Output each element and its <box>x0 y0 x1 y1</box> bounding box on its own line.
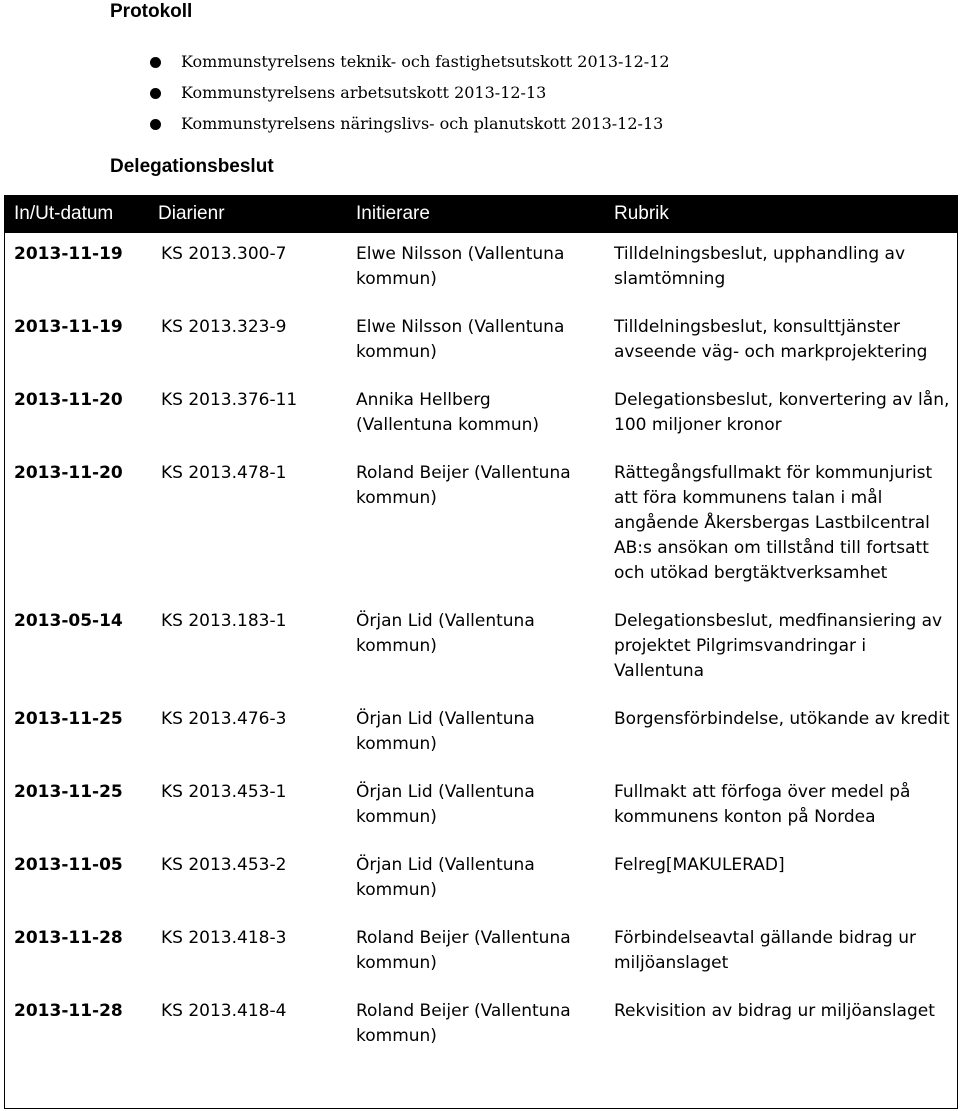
cell-date: 2013-11-20 <box>14 390 123 410</box>
column-header-date: In/Ut-datum <box>14 203 114 224</box>
cell-date: 2013-11-19 <box>14 244 123 264</box>
bullet-icon <box>150 88 161 99</box>
table-row <box>5 600 957 698</box>
cell-subject: Felreg[MAKULERAD] <box>614 855 785 875</box>
cell-date: 2013-11-25 <box>14 709 123 729</box>
table-row <box>5 698 957 771</box>
cell-dnr: KS 2013.453-1 <box>161 782 287 802</box>
delegation-table <box>4 195 958 1109</box>
cell-dnr: KS 2013.376-11 <box>161 390 298 410</box>
cell-date: 2013-11-28 <box>14 1001 123 1021</box>
cell-dnr: KS 2013.453-2 <box>161 855 287 875</box>
cell-date: 2013-11-05 <box>14 855 123 875</box>
protocol-list <box>150 50 670 143</box>
cell-initiator: Elwe Nilsson (Vallentuna kommun) <box>356 317 565 362</box>
cell-initiator: Roland Beijer (Vallentuna kommun) <box>356 463 571 508</box>
protocol-label: Kommunstyrelsens näringslivs- och planutskott 2013-12-13 <box>181 114 664 133</box>
cell-date: 2013-11-25 <box>14 782 123 802</box>
list-item <box>150 81 670 112</box>
cell-subject: Fullmakt att förfoga över medel på kommunens konton på Nordea <box>614 782 911 827</box>
protocol-label: Kommunstyrelsens teknik- och fastighetsutskott 2013-12-12 <box>181 52 670 71</box>
cell-initiator: Annika Hellberg (Vallentuna kommun) <box>356 390 540 435</box>
cell-dnr: KS 2013.300-7 <box>161 244 287 264</box>
protocol-label: Kommunstyrelsens arbetsutskott 2013-12-13 <box>181 83 547 102</box>
bullet-icon <box>150 119 161 130</box>
column-header-subject: Rubrik <box>614 203 669 224</box>
bullet-icon <box>150 57 161 68</box>
page-title: Protokoll <box>110 1 193 22</box>
table-row <box>5 233 957 306</box>
cell-dnr: KS 2013.476-3 <box>161 709 287 729</box>
cell-dnr: KS 2013.478-1 <box>161 463 287 483</box>
column-header-dnr: Diarienr <box>158 203 225 224</box>
cell-date: 2013-11-20 <box>14 463 123 483</box>
table-header <box>5 195 957 233</box>
cell-subject: Tilldelningsbeslut, konsulttjänster avseende väg- och markprojektering <box>614 317 928 362</box>
cell-date: 2013-05-14 <box>14 611 123 631</box>
cell-initiator: Elwe Nilsson (Vallentuna kommun) <box>356 244 565 289</box>
table-row <box>5 306 957 379</box>
cell-subject: Tilldelningsbeslut, upphandling av slamtömning <box>614 244 906 289</box>
cell-initiator: Roland Beijer (Vallentuna kommun) <box>356 1001 571 1046</box>
cell-dnr: KS 2013.418-4 <box>161 1001 287 1021</box>
cell-dnr: KS 2013.418-3 <box>161 928 287 948</box>
cell-date: 2013-11-19 <box>14 317 123 337</box>
cell-subject: Delegationsbeslut, konvertering av lån, 100 miljoner kronor <box>614 390 950 435</box>
cell-dnr: KS 2013.183-1 <box>161 611 287 631</box>
cell-date: 2013-11-28 <box>14 928 123 948</box>
cell-initiator: Örjan Lid (Vallentuna kommun) <box>356 855 535 900</box>
cell-subject: Rättegångsfullmakt för kommunjurist att föra kommunens talan i mål angående Åkersbergas Lastbilcentral AB:s ansökan om tillstånd till fortsatt och utökad bergtäktverksamhet <box>614 463 933 583</box>
column-header-initiator: Initierare <box>356 203 430 224</box>
table-body <box>5 233 957 1063</box>
table-row <box>5 452 957 600</box>
table-row <box>5 771 957 844</box>
table-row <box>5 844 957 917</box>
section-title: Delegationsbeslut <box>110 156 274 177</box>
cell-dnr: KS 2013.323-9 <box>161 317 287 337</box>
cell-initiator: Örjan Lid (Vallentuna kommun) <box>356 782 535 827</box>
cell-subject: Rekvisition av bidrag ur miljöanslaget <box>614 1001 935 1021</box>
list-item <box>150 112 670 143</box>
list-item <box>150 50 670 81</box>
cell-initiator: Örjan Lid (Vallentuna kommun) <box>356 611 535 656</box>
table-row <box>5 917 957 990</box>
cell-initiator: Örjan Lid (Vallentuna kommun) <box>356 709 535 754</box>
cell-initiator: Roland Beijer (Vallentuna kommun) <box>356 928 571 973</box>
table-row <box>5 379 957 452</box>
cell-subject: Borgensförbindelse, utökande av kredit <box>614 709 950 729</box>
table-row <box>5 990 957 1063</box>
cell-subject: Delegationsbeslut, medfinansiering av projektet Pilgrimsvandringar i Vallentuna <box>614 611 943 681</box>
cell-subject: Förbindelseavtal gällande bidrag ur miljöanslaget <box>614 928 916 973</box>
